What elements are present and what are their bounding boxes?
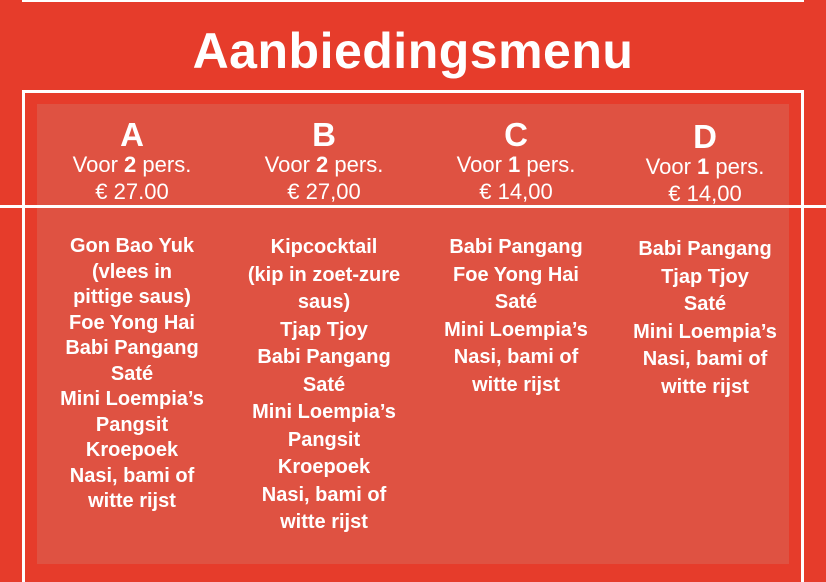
menu-item: Nasi, bami of — [261, 483, 387, 506]
menu-price: € 14,00 — [668, 181, 742, 206]
menu-item: saus) — [297, 291, 351, 313]
menu-a-header — [37, 118, 227, 206]
menu-letter: A — [120, 116, 144, 153]
menu-item: Kipcocktail — [270, 236, 378, 258]
menu-item: Foe Yong Hai — [69, 311, 195, 334]
menu-persons: Voor 2 pers. — [72, 152, 192, 177]
menu-b-header — [229, 118, 419, 206]
menu-item: (kip in zoet-zure — [247, 263, 401, 286]
menu-d-items — [610, 236, 800, 401]
menu-c-header — [421, 118, 611, 206]
menu-price: € 27,00 — [287, 179, 361, 204]
menu-item: Tjap Tjoy — [661, 265, 749, 288]
menu-item: Saté — [683, 293, 727, 315]
menu-item: (vlees in — [91, 260, 173, 283]
top-border — [22, 0, 804, 2]
menu-item: Nasi, bami of — [642, 348, 768, 370]
menu-item: Kroepoek — [85, 439, 179, 461]
menu-item: witte rijst — [661, 375, 749, 398]
menu-item: witte rijst — [88, 490, 176, 512]
menu-price: € 14,00 — [479, 179, 553, 204]
menu-item: Mini Loempia’s — [444, 318, 588, 341]
menu-item: witte rijst — [472, 373, 560, 396]
menu-item: witte rijst — [280, 511, 368, 533]
page-title: Aanbiedingsmenu — [192, 23, 634, 79]
menu-a-items — [37, 234, 227, 515]
menu-item: Babi Pangang — [638, 238, 772, 260]
menu-item: Babi Pangang — [65, 337, 199, 359]
menu-item: Mini Loempia’s — [633, 320, 777, 343]
menu-item: Tjap Tjoy — [280, 318, 368, 341]
menu-item: Nasi, bami of — [69, 464, 195, 487]
menu-item: Mini Loempia’s — [252, 401, 396, 423]
menu-b-items — [229, 234, 419, 537]
menu-item: Gon Bao Yuk — [69, 235, 195, 257]
menu-item: Pangsit — [287, 428, 361, 451]
menu-item: Pangsit — [95, 413, 169, 436]
menu-persons: Voor 1 pers. — [456, 152, 576, 177]
menu-letter: D — [693, 118, 717, 155]
menu-letter: C — [504, 116, 528, 153]
menu-item: Babi Pangang — [257, 346, 391, 368]
menu-item: Kroepoek — [277, 456, 371, 478]
menu-item: Nasi, bami of — [453, 346, 579, 368]
menu-price: € 27.00 — [95, 179, 169, 204]
menu-item: Babi Pangang — [449, 236, 583, 258]
menu-item: pittige saus) — [73, 286, 191, 308]
menu-c-items — [421, 234, 611, 399]
menu-item: Saté — [302, 373, 346, 396]
menu-persons: Voor 1 pers. — [645, 154, 765, 179]
menu-d-header — [610, 120, 800, 208]
menu-persons: Voor 2 pers. — [264, 152, 384, 177]
menu-item: Foe Yong Hai — [453, 263, 579, 286]
menu-item: Saté — [494, 291, 538, 313]
menu-letter: B — [312, 116, 336, 153]
menu-item: Saté — [110, 362, 154, 385]
menu-item: Mini Loempia’s — [60, 388, 204, 410]
